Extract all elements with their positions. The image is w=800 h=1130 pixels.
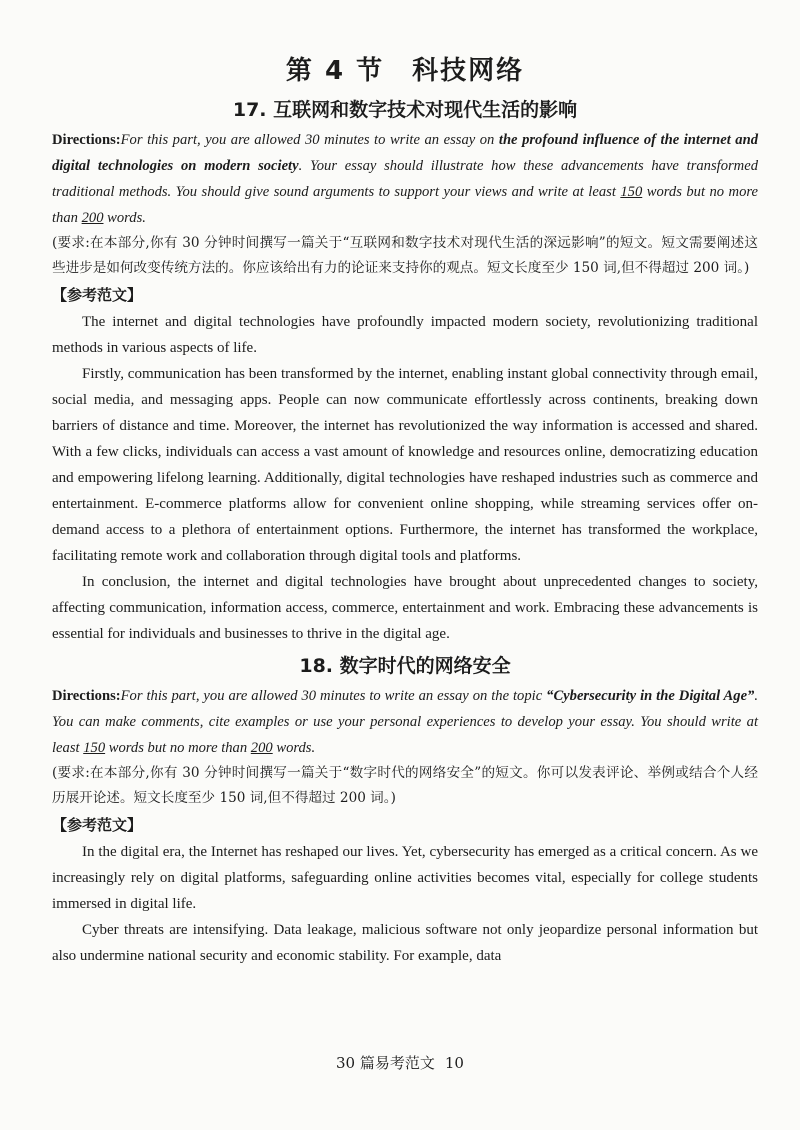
document-page — [52, 50, 758, 969]
directions-label: Directions: — [52, 132, 121, 148]
footer-page-number: 10 — [444, 1054, 464, 1072]
max-words: 200 — [81, 210, 104, 226]
essay-17-paragraph-2: Firstly, communication has been transformed by the internet, enabling instant global connectivity through email, social media, and messaging apps. People can now communicate effortlessly across continents, breaking down barriers of distance and time. Moreover, the internet has revolutionized the way information is accessed and shared. With a few clicks, individuals can access a vast amount of knowledge and resources online, democratizing education and empowering lifelong learning. Additionally, digital technologies have reshaped industries such as commerce and entertainment. E-commerce platforms allow for convenient online shopping, while streaming services offer on-demand access to a plethora of entertainment options. Furthermore, the internet has transformed the workplace, facilitating remote work and collaboration through digital tools and platforms. — [52, 366, 758, 564]
essay-18-reference-label: 【参考范文】 — [52, 816, 143, 834]
directions-label: Directions: — [52, 688, 121, 704]
min-words: 150 — [83, 740, 106, 756]
directions-topic: “Cybersecurity in the Digital Age” — [546, 688, 755, 704]
essay-17-reference-label: 【参考范文】 — [52, 286, 143, 304]
essay-17-requirement: (要求:在本部分,你有 30 分钟时间撰写一篇关于“互联网和数字技术对现代生活的深远影响”的短文。短文需要阐述这些进步是如何改变传统方法的。你应该给出有力的论证来支持你的观点。短文长度至少 150 词,但不得超过 200 词。) — [52, 235, 758, 276]
directions-text: For this part, you are allowed 30 minutes to write an essay on — [120, 132, 499, 148]
directions-text: words but no more than — [52, 184, 758, 226]
page-footer — [0, 1052, 800, 1073]
essay-18-paragraph-2: Cyber threats are intensifying. Data leakage, malicious software not only jeopardize personal information but also undermine national security and economic stability. For example, data — [52, 922, 758, 964]
essay-18-requirement: (要求:在本部分,你有 30 分钟时间撰写一篇关于“数字时代的网络安全”的短文。你可以发表评论、举例或结合个人经历展开论述。短文长度至少 150 词,但不得超过 200 词。) — [52, 765, 758, 806]
essay-17-directions — [52, 127, 758, 231]
directions-text: words. — [272, 740, 316, 756]
section-title: 第 4 节 科技网络 — [285, 56, 525, 86]
essay-17-title: 17. 互联网和数字技术对现代生活的影响 — [232, 99, 578, 121]
essay-18-title: 18. 数字时代的网络安全 — [299, 655, 511, 677]
directions-text: words. — [103, 210, 146, 226]
directions-text: . Your essay should illustrate how these advancements have transformed traditional methods. You should give sound arguments to support your views and write at least — [52, 158, 758, 200]
directions-text: words but no more than — [105, 740, 251, 756]
min-words: 150 — [620, 184, 643, 200]
essay-17-paragraph-1: The internet and digital technologies have profoundly impacted modern society, revolutionizing traditional methods in various aspects of life. — [52, 314, 758, 356]
max-words: 200 — [250, 740, 273, 756]
directions-text: For this part, you are allowed 30 minutes to write an essay on the topic — [120, 688, 547, 704]
essay-18-directions — [52, 683, 758, 761]
directions-text: . You can make comments, cite examples or use your personal experiences to develop your essay. You should write at least — [52, 688, 758, 756]
essay-17-paragraph-3: In conclusion, the internet and digital technologies have brought about unprecedented changes to society, affecting communication, information access, commerce, entertainment and work. Embracing these advancements is essential for individuals and businesses to thrive in the digital age. — [52, 574, 758, 642]
footer-book-title: 30 篇易考范文 — [336, 1054, 435, 1072]
essay-18-paragraph-1: In the digital era, the Internet has reshaped our lives. Yet, cybersecurity has emerged as a critical concern. As we increasingly rely on digital platforms, safeguarding online activities becomes vital, especially for college students immersed in digital life. — [52, 844, 758, 912]
directions-topic: the profound influence of the internet and digital technologies on modern society — [52, 132, 759, 174]
